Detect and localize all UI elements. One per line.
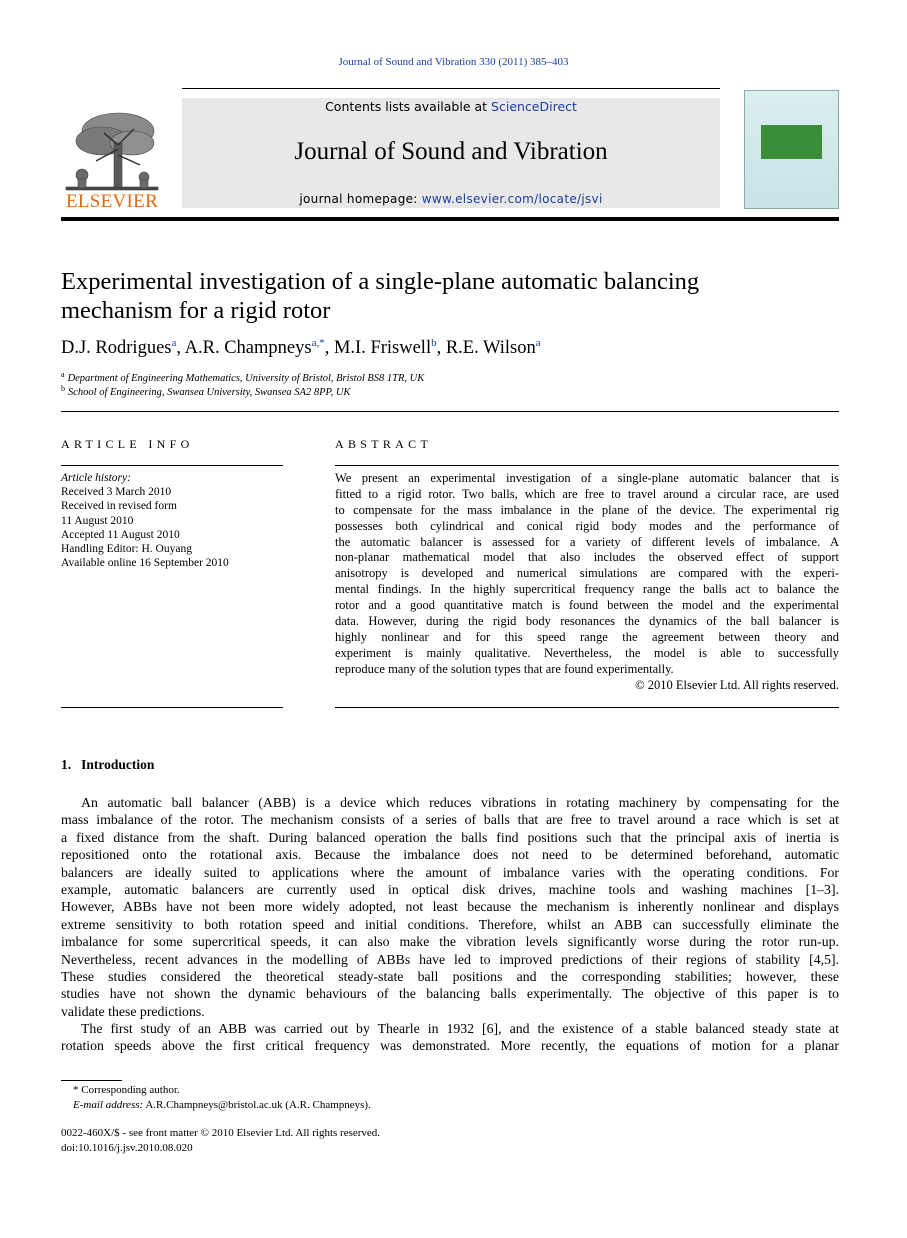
intro-paragraph-1 [61,794,839,1020]
abstract-rule [335,465,839,466]
journal-citation[interactable]: Journal of Sound and Vibration 330 (2011) 385–403 [338,56,569,68]
author-list: D.J. Rodrigues$^a$, A.R. Champneys$^{a,*}$, M.I. Friswell$^b$, R.E. Wilson$^a$ [61,337,541,358]
affiliation-text: School of Engineering, Swansea University, Swansea SA2 8PP, UK [68,387,351,398]
doi-line[interactable]: doi:10.1016/j.jsv.2010.08.020 [61,1142,193,1154]
abstract-text [335,471,839,678]
author-name: D.J. Rodrigues [61,338,172,358]
abstract-line: non-planar mathematical model that also includes the observed effect of support [335,550,839,565]
body-line: rotation speeds above the first critical frequency was demonstrated. More recently, the equations of motion for a planar [61,1038,839,1054]
history-label: Article history: [61,472,131,484]
header-top-rule [182,88,720,89]
abstract-line: the automatic balancer is assessed for a variety of different levels of imbalance. A [335,534,839,549]
article-history [61,471,283,570]
abstract-line: We present an experimental investigation of a single-plane automatic balancer that is [335,471,839,485]
cover-title-band [761,125,822,159]
history-entry: 11 August 2010 [61,514,134,527]
corresponding-author-note: * Corresponding author. [73,1084,180,1096]
article-info-heading: ARTICLE INFO [61,437,194,451]
affiliation-text: Department of Engineering Mathematics, University of Bristol, Bristol BS8 1TR, UK [67,373,425,384]
body-line: However, ABBs have not been more widely adopted, not least because the mechanism is inherently nonlinear and displays [61,899,839,915]
body-line: balancers are ideally suited to applications where the amount of imbalance varies with the operating conditions. For [61,864,839,880]
affiliation-mark: b [61,384,65,393]
affiliation [61,384,350,398]
abstract-line: rotor and a good quantitative match is found between the model and the experimental [335,598,839,613]
header-bottom-rule [61,217,839,221]
body-line: repositioned onto the rotational axis. Because the imbalance does not need to be determined beforehand, automatic [61,847,839,863]
article-title-line: mechanism for a rigid rotor [61,297,331,324]
journal-homepage-line [182,192,720,206]
abstract-line: experiment is mainly qualitative. Nevertheless, the model is able to successfully [335,645,839,660]
history-entry: Available online 16 September 2010 [61,557,229,570]
abstract-line: fitted to a rigid rotor. Two balls, which are free to travel around a circular race, are used [335,486,839,501]
abstract-line: highly nonlinear and for this speed range the agreement between theory and [335,629,839,644]
history-entry: Handling Editor: H. Ouyang [61,543,192,556]
abstract-line: anisotropy is developed and numerical simulations are compared with the experi- [335,566,839,581]
journal-cover-thumbnail[interactable] [744,90,839,209]
contents-available-line [182,99,720,114]
abstract-line: reproduce many of the solution types that are found experimentally. [335,661,674,676]
article-info-rule [61,465,283,466]
body-line: Nevertheless, recent advances in the modelling of ABBs have led to improved predictions of their regions of stability [4,5]. [61,951,839,967]
email-label: E-mail address: [73,1099,144,1111]
body-line: mass imbalance of the rotor. The mechanism consists of a series of balls that are free to travel around a race which is set at [61,812,839,828]
abstract-copyright: © 2010 Elsevier Ltd. All rights reserved. [635,678,839,692]
article-title-line: Experimental investigation of a single-plane automatic balancing [61,268,700,295]
section-number: 1. [61,757,72,772]
body-line: An automatic ball balancer (ABB) is a device which reduces vibrations in rotating machinery by compensating for the [81,795,839,810]
abstract-line: possesses both cylindrical and conical rigid body modes and the performance of [335,518,839,533]
abstract-heading: ABSTRACT [335,437,433,451]
body-line: example, automatic balancers are currently used in optical disk drives, machine tools and washing machines [1–3]. [61,881,839,897]
homepage-link[interactable]: www.elsevier.com/locate/jsvi [421,192,603,206]
section-title: Introduction [81,757,155,772]
history-entry: Received 3 March 2010 [61,486,172,499]
section-heading-introduction [61,757,154,773]
intro-paragraph-2 [61,1020,839,1055]
author-affiliation-mark[interactable]: a,* [311,337,325,349]
homepage-prefix: journal homepage: [299,192,422,206]
article-info-end-rule [61,707,283,708]
body-line: a fixed distance from the shaft. During balanced operation the balls find positions such that the principal axis of inertia is [61,829,839,845]
history-entry: Accepted 11 August 2010 [61,528,180,541]
body-line: These studies considered the theoretical steady-state ball positions and the corresponding stabilities; however, these [61,968,839,984]
abstract-line: mental findings. In the highly supercritical frequency range the balls act to balance the [335,582,839,597]
author-name: M.I. Friswell [333,338,432,358]
article-title [61,267,839,325]
history-entry: Received in revised form [61,500,177,513]
footnote [61,1083,371,1113]
front-matter [61,1126,380,1156]
author-name: R.E. Wilson [445,338,536,358]
elsevier-wordmark[interactable]: ELSEVIER [65,191,159,212]
body-line: validate these predictions. [61,1003,205,1019]
affiliation [61,370,424,384]
sciencedirect-link[interactable]: ScienceDirect [491,99,577,114]
footnote-rule [61,1080,122,1081]
body-line: The first study of an ABB was carried out by Thearle in 1932 [6], and the existence of a stable balanced steady state at [81,1021,839,1036]
email-note [61,1098,371,1113]
section-divider [61,411,839,412]
email-address[interactable]: A.R.Champneys@bristol.ac.uk (A.R. Champneys). [145,1099,371,1111]
body-line: extreme sensitivity to both rotation speed and initial conditions. Therefore, whilst an ABB can successfully eliminate the [61,916,839,932]
abstract-line: data. However, during the rigid body resonances the dynamics of the ball balancer is [335,614,839,629]
affiliation-mark: a [61,370,65,379]
contents-prefix: Contents lists available at [325,99,492,114]
author-name: A.R. Champneys [184,338,312,358]
author-affiliation-mark[interactable]: a [535,337,541,349]
abstract-end-rule [335,707,839,708]
author-affiliation-mark[interactable]: a [171,337,177,349]
abstract-line: to compensate for the mass imbalance in the plane of the device. The experimental rig [335,502,839,517]
body-line: imbalance for some supercritical speeds, it can also make the vibration levels significantly worse during the rotor run-up. [61,934,839,950]
journal-title: Journal of Sound and Vibration [294,138,608,165]
author-affiliation-mark[interactable]: b [431,337,437,349]
issn-line: 0022-460X/$ - see front matter © 2010 Elsevier Ltd. All rights reserved. [61,1127,381,1139]
body-line: studies have not shown the dynamic behaviours of the balancing balls experimentally. The objective of this paper is to [61,986,839,1002]
